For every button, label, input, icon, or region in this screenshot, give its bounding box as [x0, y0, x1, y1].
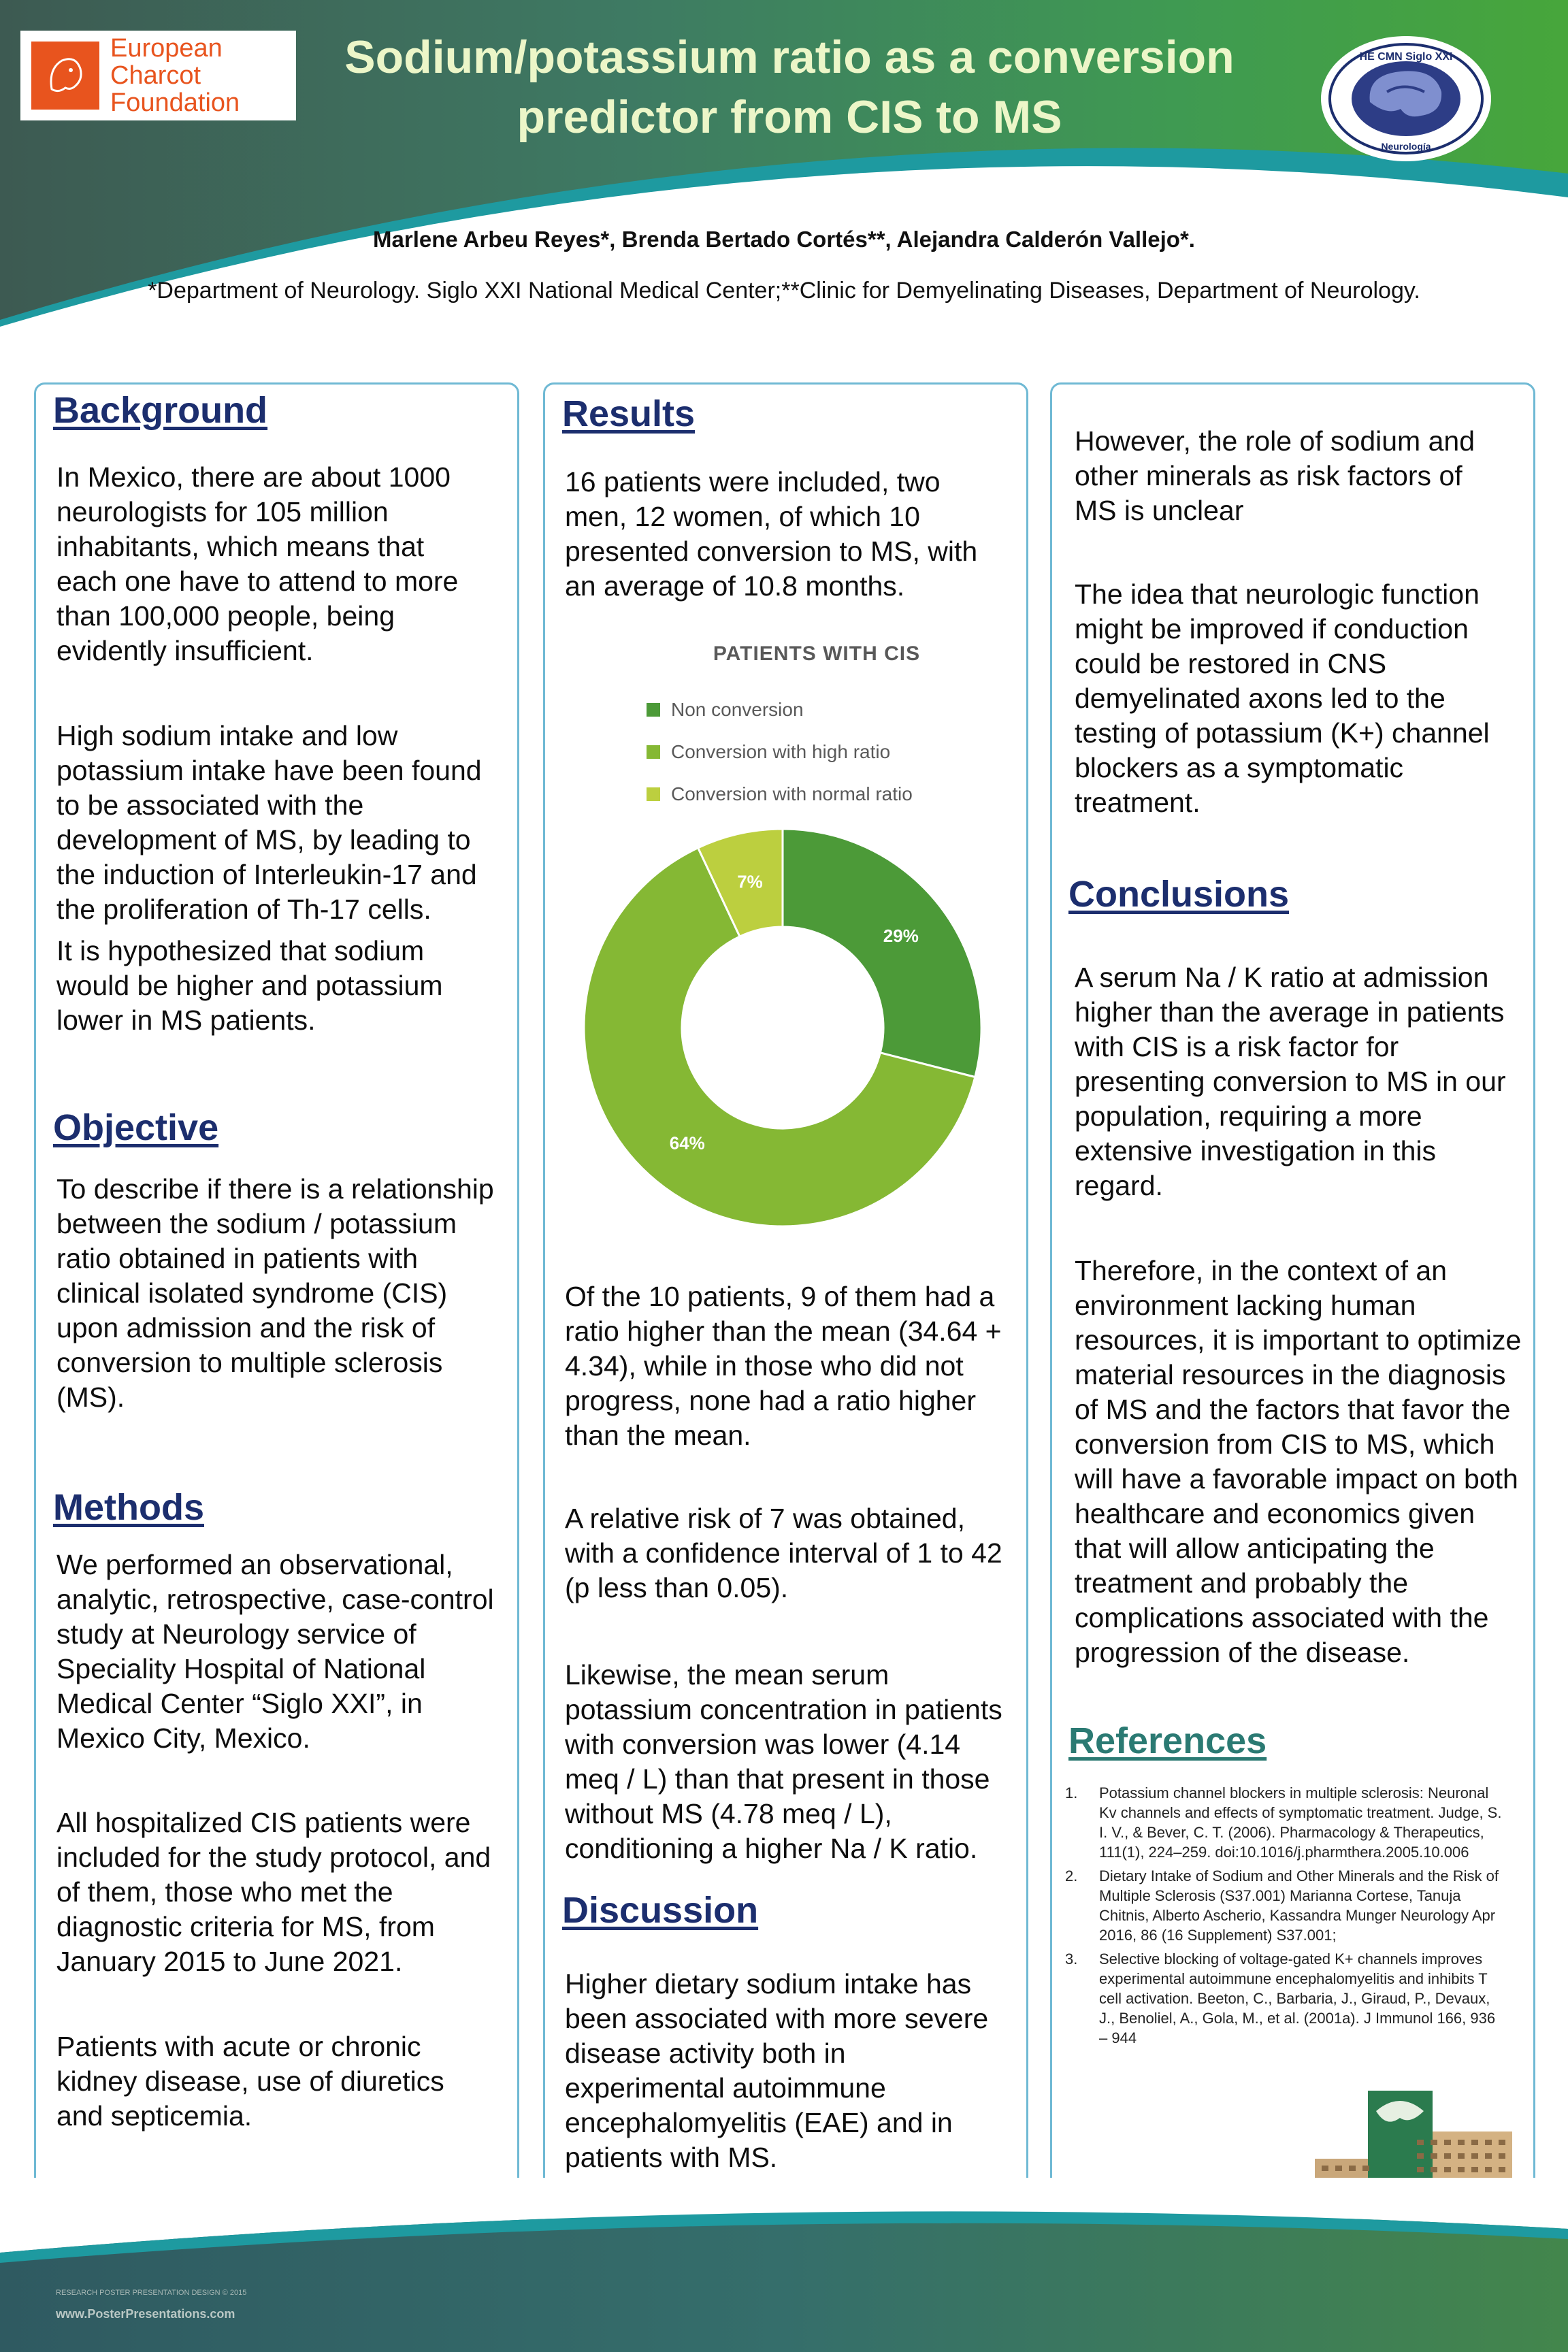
methods-paragraph-2: All hospitalized CIS patients were included for the study protocol, and of them, those who met the diagnostic criteria for MS, from January 2015 to June 2021.	[56, 1807, 491, 1977]
legend-swatch-non-conversion	[647, 703, 660, 717]
conclusions-paragraph-1: A serum Na / K ratio at admission higher than the average in patients with CIS is a risk factor for presenting conversion to MS in our population, requiring a more extensive investigation in this regard.	[1075, 962, 1506, 1201]
reference-number: 2.	[1065, 1867, 1078, 1884]
legend-label-normal-ratio: Conversion with normal ratio	[671, 783, 913, 804]
legend-label-high-ratio: Conversion with high ratio	[671, 741, 891, 762]
legend-item-normal-ratio	[647, 773, 913, 815]
references-list	[1065, 1783, 1507, 2052]
legend-swatch-high-ratio	[647, 745, 660, 759]
donut-slice-label: 29%	[883, 926, 919, 947]
reference-text: Dietary Intake of Sodium and Other Minerals and the Risk of Multiple Sclerosis (S37.001) Marianna Cortese, Tanuja Chitnis, Alberto Ascherio, Kassandra Munger Neurology Apr 2016, 86 (16 Supplement) S37.001;	[1099, 1867, 1499, 1944]
right-paragraph-2: The idea that neurologic function might be improved if conduction could be restored in CNS demyelinated axons led to the testing of potassium (K+) channel blockers as a symptomatic treatment.	[1075, 578, 1490, 818]
reference-text: Selective blocking of voltage-gated K+ channels improves experimental autoimmune encephalomyelitis and inhibits T cell activation. Beeton, C., Barbaria, J., Giraud, P., Devaux, J., Benoliel, A., Gola, M., et al. (2001a). J Immunol 166, 936 – 944	[1099, 1950, 1496, 2046]
title-line-1: Sodium/potassium ratio as a conversion	[344, 31, 1235, 83]
background-heading: Background	[53, 390, 268, 431]
footer-swoosh	[0, 2178, 1568, 2266]
donut-chart	[565, 810, 1000, 1245]
logo-line-2: Charcot	[110, 61, 201, 90]
discussion-paragraph: Higher dietary sodium intake has been associated with more severe disease activity both in experimental autoimmune encephalomyelitis (EAE) and in patients with MS.	[565, 1968, 989, 2173]
results-paragraph-4: Likewise, the mean serum potassium concentration in patients with conversion was lower (4.14 meq / L) than that present in those without MS (4.78 meq / L), conditioning a higher Na / K ratio.	[565, 1659, 1002, 1864]
background-paragraph-1: In Mexico, there are about 1000 neurologists for 105 million inhabitants, which means that each one have to attend to more than 100,000 people, being evidently insufficient.	[56, 461, 459, 666]
legend-swatch-normal-ratio	[647, 787, 660, 801]
donut-slice-label: 7%	[737, 871, 763, 892]
references-heading: References	[1068, 1720, 1267, 1761]
conclusions-paragraph-2: Therefore, in the context of an environment lacking human resources, it is important to optimize material resources in the diagnosis of MS and the factors that favor the conversion from CIS to MS, which will have a favorable impact on both healthcare and economics given that will allow anticipating the treatment and probably the complications associated with the progression of the disease.	[1075, 1255, 1522, 1668]
results-paragraph-3: A relative risk of 7 was obtained, with a confidence interval of 1 to 42 (p less than 0.05).	[565, 1503, 1002, 1603]
logo-line-1: European	[110, 34, 223, 63]
methods-paragraph-1: We performed an observational, analytic, retrospective, case-control study at Neurology service of Speciality Hospital of National Medical Center “Siglo XXI”, in Mexico City, Mexico.	[56, 1549, 494, 1754]
results-paragraph-2: Of the 10 patients, 9 of them had a ratio higher than the mean (34.64 + 4.34), while in those who did not progress, none had a ratio higher than the mean.	[565, 1281, 1002, 1451]
chart-legend	[647, 689, 913, 815]
european-charcot-foundation-logo	[20, 31, 296, 120]
poster-title	[286, 27, 1293, 147]
legend-label-non-conversion: Non conversion	[671, 699, 804, 720]
chart-title: PATIENTS WITH CIS	[713, 642, 921, 665]
affiliation: *Department of Neurology. Siglo XXI National Medical Center;**Clinic for Demyelinating Diseases, Department of Neurology.	[148, 278, 1420, 304]
hecmn-logo-text: HE CMN Siglo XXI	[1359, 51, 1453, 63]
right-paragraph-1: However, the role of sodium and other minerals as risk factors of MS is unclear	[1075, 425, 1475, 526]
methods-paragraph-3: Patients with acute or chronic kidney disease, use of diuretics and septicemia.	[56, 2031, 444, 2132]
discussion-heading: Discussion	[562, 1890, 759, 1931]
background-paragraph-2: High sodium intake and low potassium intake have been found to be associated with the development of MS, by leading to the induction of Interleukin-17 and the proliferation of Th-17 cells.	[56, 720, 482, 925]
hecmn-logo-subtext: Neurología	[1381, 141, 1431, 152]
charcot-portrait-icon	[31, 42, 99, 110]
title-line-2: predictor from CIS to MS	[517, 91, 1062, 143]
footer-copyright: RESEARCH POSTER PRESENTATION DESIGN © 2015	[56, 2289, 247, 2297]
authors: Marlene Arbeu Reyes*, Brenda Bertado Cortés**, Alejandra Calderón Vallejo*.	[373, 227, 1195, 252]
donut-slice	[783, 829, 981, 1077]
reference-item	[1065, 1949, 1507, 2048]
conclusions-heading: Conclusions	[1068, 874, 1290, 915]
logo-line-3: Foundation	[110, 88, 240, 117]
results-heading: Results	[562, 393, 696, 434]
reference-number: 3.	[1065, 1950, 1078, 1967]
objective-paragraph: To describe if there is a relationship between the sodium / potassium ratio obtained in patients with clinical isolated syndrome (CIS) upon admission and the risk of conversion to multiple sclerosis (MS).	[56, 1173, 494, 1413]
reference-number: 1.	[1065, 1784, 1078, 1801]
legend-item-non-conversion	[647, 689, 913, 731]
methods-heading: Methods	[53, 1487, 204, 1528]
background-paragraph-3: It is hypothesized that sodium would be higher and potassium lower in MS patients.	[56, 935, 443, 1036]
donut-slice-label: 64%	[669, 1132, 705, 1154]
legend-item-high-ratio	[647, 731, 913, 773]
hecmn-neurology-logo	[1319, 34, 1493, 163]
reference-text: Potassium channel blockers in multiple sclerosis: Neuronal Kv channels and effects of symptomatic treatment. Judge, S. I. V., & Bever, C. T. (2006). Pharmacology & Therapeutics, 111(1), 224–259. doi:10.1016/j.pharmthera.2005.10.006	[1099, 1784, 1502, 1861]
reference-item	[1065, 1783, 1507, 1862]
footer-url: www.PosterPresentations.com	[56, 2307, 235, 2321]
results-paragraph-1: 16 patients were included, two men, 12 women, of which 10 presented conversion to MS, with an average of 10.8 months.	[565, 466, 978, 602]
reference-item	[1065, 1866, 1507, 1945]
objective-heading: Objective	[53, 1107, 219, 1148]
